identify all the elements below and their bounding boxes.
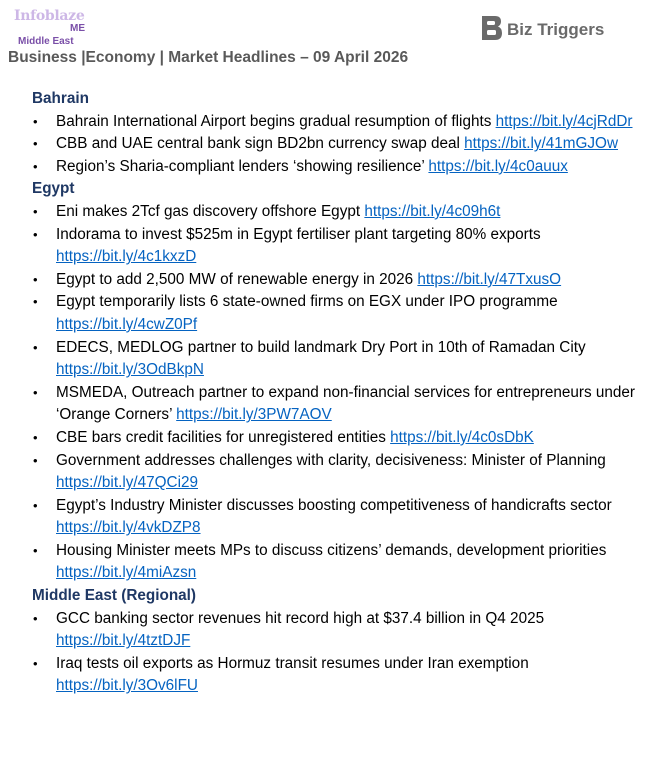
headline-link[interactable]: https://bit.ly/4c0sDbK — [390, 428, 534, 446]
headline-link[interactable]: https://bit.ly/41mGJOw — [464, 135, 619, 153]
list-item — [32, 201, 662, 224]
headline-text: Egypt’s Industry Minister discusses boosting competitiveness of handicrafts sector — [56, 496, 612, 514]
list-item — [32, 291, 662, 336]
headline-text: Eni makes 2Tcf gas discovery offshore Egypt — [56, 202, 361, 220]
headline-link[interactable]: https://bit.ly/4c0auux — [428, 157, 568, 175]
list-item — [32, 427, 662, 450]
headline-link[interactable]: https://bit.ly/47QCi29 — [56, 474, 198, 492]
list-item — [32, 653, 662, 698]
list-item — [32, 450, 662, 495]
headline-link[interactable]: https://bit.ly/4c09h6t — [364, 202, 501, 220]
headline-text: Government addresses challenges with clarity, decisiveness: Minister of Planning — [56, 451, 606, 469]
list-item — [32, 540, 662, 585]
page-title: Business |Economy | Market Headlines – 09 April 2026 — [8, 49, 409, 66]
list-item — [32, 495, 662, 540]
headline-link[interactable]: https://bit.ly/3PW7AOV — [176, 406, 332, 424]
headline-text: Egypt to add 2,500 MW of renewable energy in 2026 — [56, 270, 414, 288]
headline-text: CBB and UAE central bank sign BD2bn currency swap deal — [56, 135, 460, 153]
headline-link[interactable]: https://bit.ly/47TxusO — [417, 270, 562, 288]
headline-text: CBE bars credit facilities for unregistered entities — [56, 428, 386, 446]
list-item — [32, 269, 662, 292]
section-list — [32, 201, 662, 585]
headline-text: Region’s Sharia-compliant lenders ‘showing resilience’ — [56, 157, 425, 175]
headline-link[interactable]: https://bit.ly/4cjRdDr — [495, 112, 633, 130]
headline-link[interactable]: https://bit.ly/4c1kxzD — [56, 248, 197, 266]
logo-subtitle: Middle East — [18, 36, 74, 47]
logo-me-text: ME — [70, 23, 85, 34]
section-title: Bahrain — [32, 90, 89, 107]
headline-text: Indorama to invest $525m in Egypt fertiliser plant targeting 80% exports — [56, 225, 541, 243]
headline-text: Housing Minister meets MPs to discuss citizens’ demands, development priorities — [56, 541, 607, 559]
section-list — [32, 111, 662, 179]
list-item — [32, 133, 662, 156]
biz-triggers-mark-icon — [480, 15, 504, 41]
headline-link[interactable]: https://bit.ly/4miAzsn — [56, 564, 197, 582]
headline-text: MSMEDA, Outreach partner to expand non-financial services for entrepreneurs under ‘Orange Corners’ — [56, 383, 636, 424]
headline-link[interactable]: https://bit.ly/4vkDZP8 — [56, 519, 201, 537]
list-item — [32, 608, 662, 653]
headline-text: Egypt temporarily lists 6 state-owned firms on EGX under IPO programme — [56, 293, 558, 311]
headline-text: Iraq tests oil exports as Hormuz transit resumes under Iran exemption — [56, 654, 529, 672]
logo-brand-text: Infoblaze — [14, 8, 85, 24]
headline-link[interactable]: https://bit.ly/3Ov6lFU — [56, 677, 198, 695]
section-title: Middle East (Regional) — [32, 587, 197, 605]
headline-text: GCC banking sector revenues hit record high at $37.4 billion in Q4 2025 — [56, 609, 545, 627]
headline-link[interactable]: https://bit.ly/4tztDJF — [56, 632, 191, 650]
section-title: Egypt — [32, 180, 75, 198]
logo-name: Biz Triggers — [507, 20, 605, 39]
headline-link[interactable]: https://bit.ly/4cwZ0Pf — [56, 315, 198, 333]
list-item — [32, 156, 662, 179]
biz-triggers-logo — [480, 14, 604, 42]
headlines-list — [32, 88, 662, 698]
section-list — [32, 608, 662, 698]
list-item — [32, 111, 662, 134]
list-item — [32, 224, 662, 269]
headline-text: Bahrain International Airport begins gradual resumption of flights — [56, 112, 492, 130]
headline-link[interactable]: https://bit.ly/3OdBkpN — [56, 361, 204, 379]
infoblaze-logo — [14, 8, 94, 48]
list-item — [32, 337, 662, 382]
headline-text: EDECS, MEDLOG partner to build landmark Dry Port in 10th of Ramadan City — [56, 338, 586, 356]
list-item — [32, 382, 662, 427]
